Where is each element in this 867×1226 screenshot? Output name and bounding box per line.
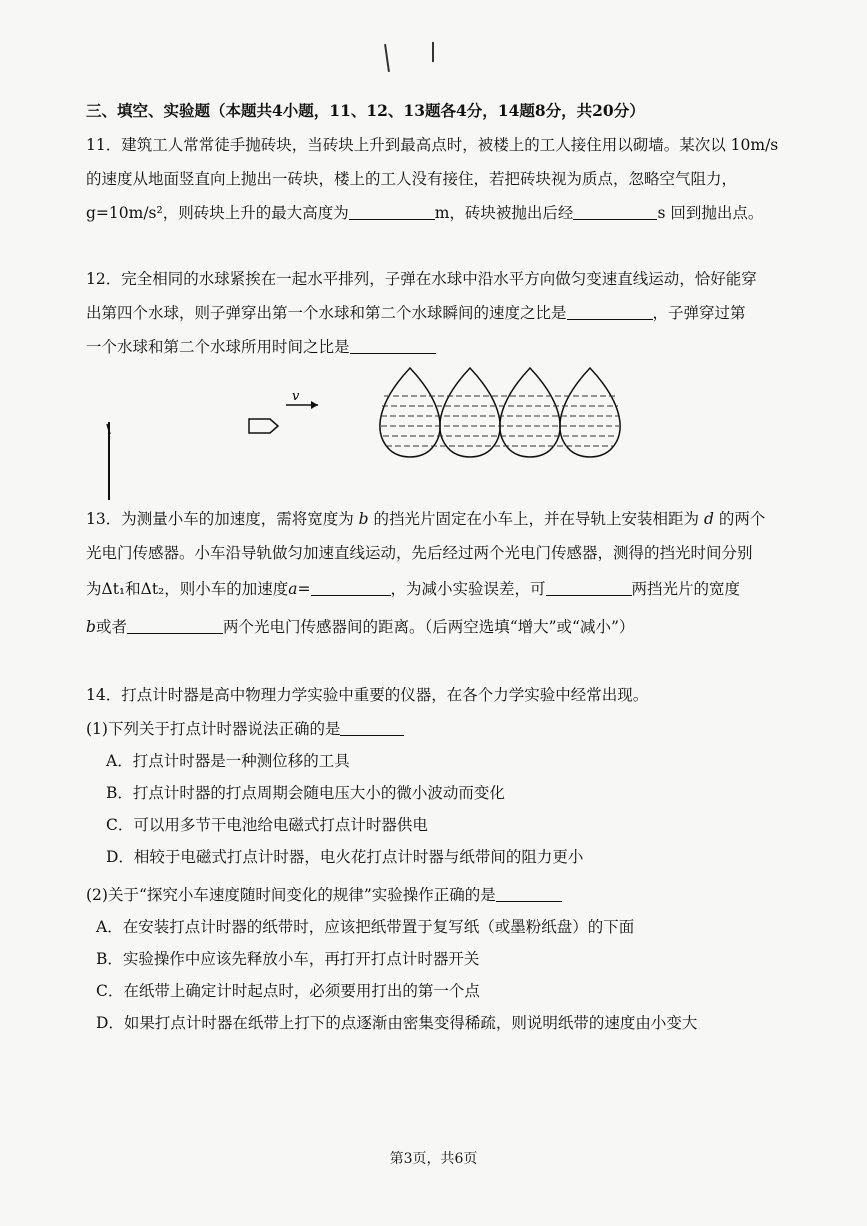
q12-answer-blank-speed-ratio[interactable]: [567, 303, 653, 320]
water-ball: [500, 368, 560, 457]
q13-answer-blank-width[interactable]: [546, 579, 632, 596]
option-d[interactable]: D．相较于电磁式打点计时器，电火花打点计时器与纸带间的阻力更小: [106, 848, 584, 866]
scan-mark: [384, 44, 390, 72]
q11-line1: 11．建筑工人常常徒手抛砖块，当砖块上升到最高点时，被楼上的工人接住用以砌墙。某次以 10m/s: [86, 136, 779, 154]
q13-answer-blank-acceleration[interactable]: [311, 579, 391, 596]
q13-text: 或者: [95, 618, 127, 636]
q13-line4: [86, 616, 634, 638]
q14-text: (2)关于“探究小车速度随时间变化的规律”实验操作正确的是: [86, 886, 496, 904]
q14-text: (1)下列关于打点计时器说法正确的是: [86, 720, 341, 738]
q13-answer-blank-distance[interactable]: [127, 617, 223, 634]
q13-line2: 光电门传感器。小车沿导轨做匀加速直线运动，先后经过两个光电门传感器，测得的挡光时间分别: [86, 544, 753, 562]
q11-text: m，砖块被抛出后经: [434, 204, 574, 222]
q13-text: ，为减小实验误差，可: [390, 580, 546, 598]
q14-intro: 14．打点计时器是高中物理力学实验中重要的仪器，在各个力学实验中经常出现。: [86, 686, 649, 704]
option-c[interactable]: C．可以用多节干电池给电磁式打点计时器供电: [106, 816, 428, 834]
option-c[interactable]: C．在纸带上确定计时起点时，必须要用打出的第一个点: [96, 982, 480, 1000]
q13-text: =: [297, 580, 311, 598]
water-ball: [440, 368, 500, 457]
q12-line2: [86, 302, 746, 324]
q13-var-a: a: [288, 580, 298, 598]
scan-mark: [432, 42, 434, 62]
water-balls-figure: [0, 360, 867, 500]
q13-var-d: d: [704, 510, 714, 528]
bullet-shape: [249, 419, 278, 433]
water-ball: [380, 368, 440, 457]
q13-var-b: b: [86, 618, 96, 636]
q11-answer-blank-height[interactable]: [349, 203, 435, 220]
section-title: 三、填空、实验题（本题共4小题，11、12、13题各4分，14题8分，共20分）: [86, 101, 645, 120]
q11-text: s 回到抛出点。: [657, 204, 764, 222]
q14-part1-answer-blank[interactable]: [340, 719, 404, 736]
q13-text: 两个光电门传感器间的距离。（后两空选填“增大”或“减小”）: [222, 618, 635, 636]
q12-text: 一个水球和第二个水球所用时间之比是: [86, 338, 350, 356]
q11-line3: [86, 202, 763, 224]
q12-line1: 12．完全相同的水球紧挨在一起水平排列，子弹在水球中沿水平方向做匀变速直线运动，恰好能穿: [86, 270, 757, 288]
q14-part2-answer-blank[interactable]: [496, 885, 562, 902]
water-ball: [560, 368, 620, 457]
q13-line1: [86, 508, 765, 530]
q13-var-b: b: [358, 510, 369, 528]
q13-text: 的挡光片固定在小车上，并在导轨上安装相距为: [373, 510, 700, 528]
q13-text: 为Δt₁和Δt₂，则小车的加速度: [86, 580, 289, 598]
option-a[interactable]: A．在安装打点计时器的纸带时，应该把纸带置于复写纸（或墨粉纸盘）的下面: [96, 918, 635, 936]
q13-text: 13．为测量小车的加速度，需将宽度为: [86, 510, 354, 528]
q11-line2: 的速度从地面竖直向上抛出一砖块，楼上的工人没有接住，若把砖块视为质点，忽略空气阻力，: [86, 170, 738, 188]
q13-text: 两挡光片的宽度: [631, 580, 741, 598]
option-d[interactable]: D．如果打点计时器在纸带上打下的点逐渐由密集变得稀疏，则说明纸带的速度由小变大: [96, 1014, 698, 1032]
q14-part1-stem: [86, 718, 404, 740]
q14-part2-stem: [86, 884, 562, 906]
option-a[interactable]: A．打点计时器是一种测位移的工具: [106, 752, 350, 770]
q12-text: 出第四个水球，则子弹穿出第一个水球和第二个水球瞬间的速度之比是: [86, 304, 567, 322]
q13-line3: [86, 578, 740, 600]
q11-answer-blank-time[interactable]: [573, 203, 657, 220]
q12-answer-blank-time-ratio[interactable]: [350, 337, 436, 354]
q11-text: g=10m/s²，则砖块上升的最大高度为: [86, 204, 349, 222]
q12-line3: [86, 336, 436, 358]
velocity-label: v: [292, 389, 300, 404]
q13-text: 的两个: [718, 510, 766, 528]
page-footer: 第3页，共6页: [389, 1151, 478, 1167]
option-b[interactable]: B．实验操作中应该先释放小车，再打开打点计时器开关: [96, 950, 480, 968]
q12-text: ，子弹穿过第: [652, 304, 746, 322]
velocity-arrowhead: [311, 401, 318, 409]
option-b[interactable]: B．打点计时器的打点周期会随电压大小的微小波动而变化: [106, 784, 505, 802]
